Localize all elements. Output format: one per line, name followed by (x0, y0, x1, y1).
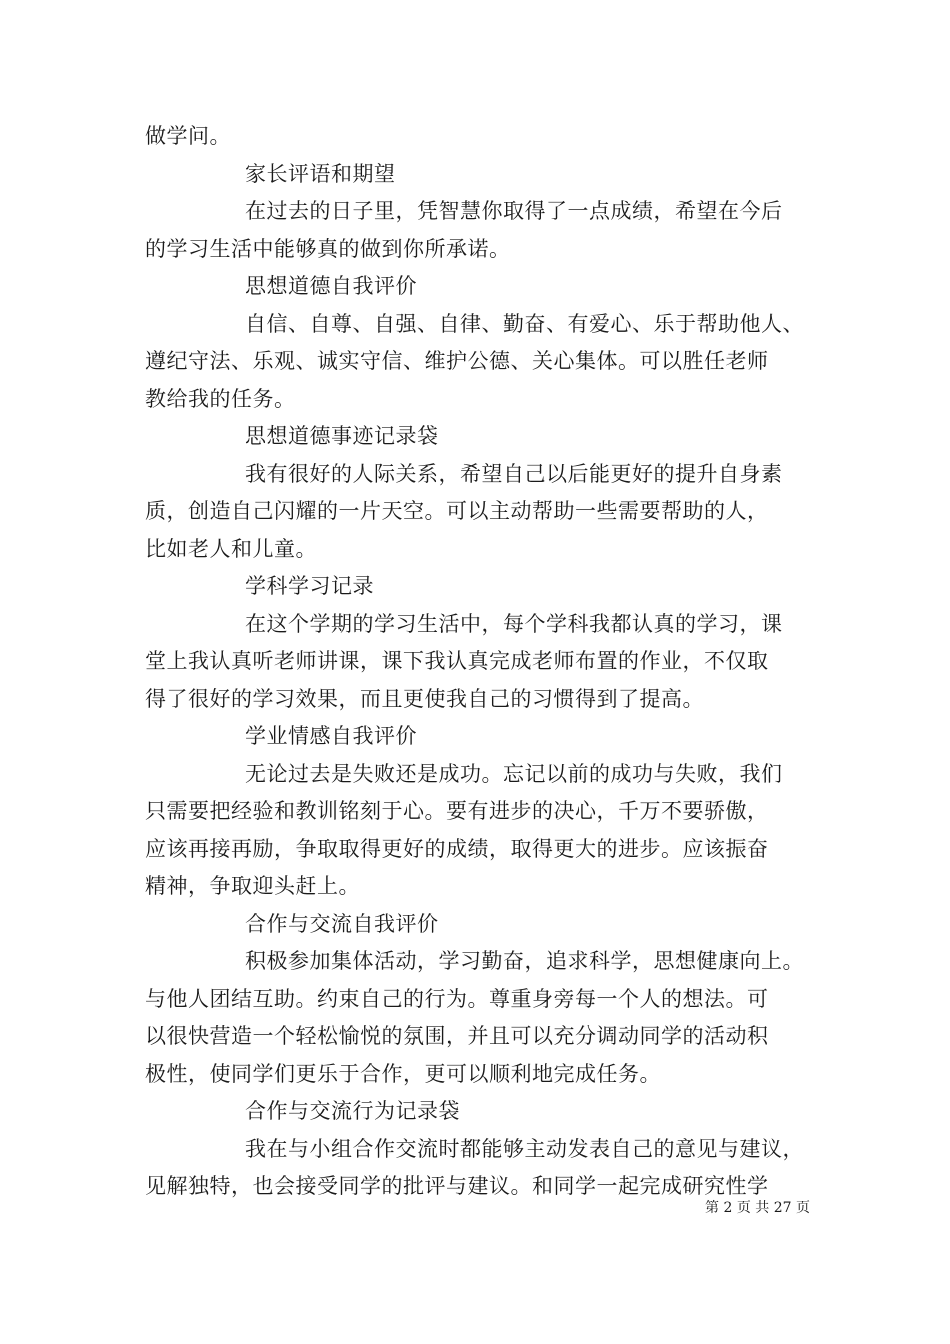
body-text-line: 遵纪守法、乐观、诚实守信、维护公德、关心集体。可以胜任老师 (145, 349, 769, 373)
section-heading-moral-record: 思想道德事迹记录袋 (245, 424, 439, 448)
paragraph-first-line: 我有很好的人际关系，希望自己以后能更好的提升自身素 (245, 461, 783, 486)
body-text-line: 得了很好的学习效果，而且更使我自己的习惯得到了提高。 (145, 686, 704, 711)
document-body (145, 118, 825, 1206)
section-heading-subject-study: 学科学习记录 (245, 574, 374, 598)
body-text-line: 以很快营造一个轻松愉悦的氛围，并且可以充分调动同学的活动积 (145, 1024, 769, 1048)
body-text-line: 与他人团结互助。约束自己的行为。尊重身旁每一个人的想法。可 (145, 986, 769, 1011)
body-text-line: 堂上我认真听老师讲课，课下我认真完成老师布置的作业，不仅取 (145, 649, 769, 673)
body-text-line: 的学习生活中能够真的做到你所承诺。 (145, 236, 511, 261)
body-text-line: 精神，争取迎头赶上。 (145, 874, 360, 898)
section-heading-cooperation-evaluation: 合作与交流自我评价 (245, 911, 439, 936)
section-heading-academic-emotion: 学业情感自我评价 (245, 724, 417, 748)
paragraph-first-line: 在过去的日子里，凭智慧你取得了一点成绩，希望在今后 (245, 199, 783, 223)
body-text-line: 见解独特，也会接受同学的批评与建议。和同学一起完成研究性学 (145, 1174, 769, 1198)
body-text-line: 只需要把经验和教训铭刻于心。要有进步的决心，千万不要骄傲， (145, 799, 769, 823)
body-text-line: 教给我的任务。 (145, 386, 296, 411)
body-text-line: 应该再接再励，争取取得更好的成绩，取得更大的进步。应该振奋 (145, 836, 769, 861)
body-text-line: 极性，使同学们更乐于合作，更可以顺利地完成任务。 (145, 1061, 661, 1086)
section-heading-moral-self-evaluation: 思想道德自我评价 (245, 274, 417, 298)
paragraph-first-line: 积极参加集体活动，学习勤奋，追求科学，思想健康向上。 (245, 949, 804, 973)
paragraph-first-line: 我在与小组合作交流时都能够主动发表自己的意见与建议， (245, 1136, 804, 1161)
body-text-line: 比如老人和儿童。 (145, 536, 317, 561)
body-text-line: 做学问。 (145, 124, 231, 148)
page-number-footer: 第 2 页 共 27 页 (705, 1200, 810, 1216)
body-text-line: 质，创造自己闪耀的一片天空。可以主动帮助一些需要帮助的人， (145, 499, 769, 523)
paragraph-first-line: 无论过去是失败还是成功。忘记以前的成功与失败，我们 (245, 761, 783, 786)
section-heading-cooperation-record: 合作与交流行为记录袋 (245, 1099, 460, 1123)
paragraph-first-line: 自信、自尊、自强、自律、勤奋、有爱心、乐于帮助他人、 (245, 311, 804, 336)
paragraph-first-line: 在这个学期的学习生活中，每个学科我都认真的学习，课 (245, 611, 783, 636)
section-heading-parent-comments: 家长评语和期望 (245, 161, 396, 186)
